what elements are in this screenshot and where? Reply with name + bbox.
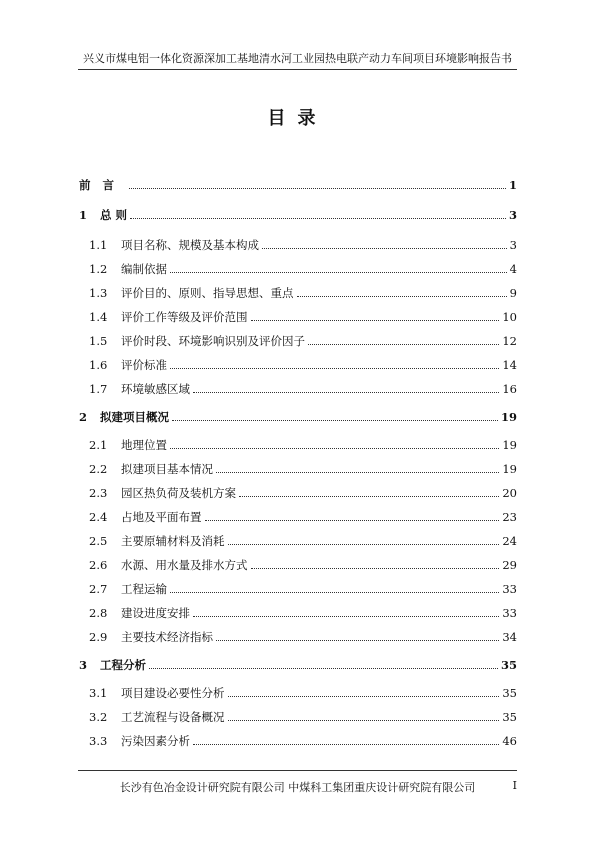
toc-entry-title: 工艺流程与设备概况	[121, 710, 225, 724]
toc-entry-page: 20	[502, 486, 517, 500]
toc-entry-page: 10	[502, 310, 517, 324]
footer-page-number: I	[512, 779, 517, 792]
toc-entry-title: 占地及平面布置	[121, 510, 202, 524]
toc-entry-page: 35	[500, 658, 517, 672]
toc-dot-leader	[170, 591, 499, 593]
toc-entry-page: 3	[508, 208, 517, 222]
toc-entry-page: 19	[502, 438, 517, 452]
toc-entry-page: 46	[502, 734, 517, 748]
toc-dot-leader	[228, 543, 500, 545]
toc-entry-title: 总 则	[100, 208, 128, 222]
toc-entry-title: 工程运输	[121, 582, 167, 596]
toc-entry[interactable]	[79, 258, 517, 276]
toc-entry[interactable]	[79, 626, 517, 644]
running-footer	[78, 770, 517, 794]
toc-entry-page: 3	[509, 238, 517, 252]
toc-entry-page: 34	[502, 630, 517, 644]
toc-entry-title: 评价标准	[121, 358, 167, 372]
toc-entry[interactable]	[79, 706, 517, 724]
toc-entry-title: 工程分析	[100, 658, 146, 672]
toc-entry[interactable]	[79, 506, 517, 524]
toc-entry-page: 29	[502, 558, 517, 572]
toc-entry[interactable]	[79, 354, 517, 372]
toc-entry[interactable]	[79, 174, 517, 192]
toc-entry-number: 1	[79, 208, 88, 222]
toc-entry[interactable]	[79, 406, 517, 424]
toc-entry-page: 19	[502, 462, 517, 476]
toc-entry-number: 2.8	[89, 606, 108, 620]
toc-entry-page: 24	[502, 534, 517, 548]
toc-entry-page: 1	[508, 178, 517, 192]
toc-dot-leader	[228, 719, 500, 721]
toc-entry-number: 3.2	[89, 710, 108, 724]
toc-dot-leader	[239, 495, 499, 497]
toc-entry-page: 19	[500, 410, 517, 424]
toc-entry[interactable]	[79, 282, 517, 300]
toc-entry-number: 2.7	[89, 582, 108, 596]
toc-entry-title: 地理位置	[121, 438, 167, 452]
toc-dot-leader	[216, 639, 499, 641]
toc-entry-title: 园区热负荷及装机方案	[121, 486, 236, 500]
toc-entry-number: 3	[79, 658, 88, 672]
toc-entry-page: 4	[509, 262, 517, 276]
toc-entry-number: 2.1	[89, 438, 108, 452]
toc-entry-page: 33	[502, 606, 517, 620]
toc-dot-leader	[216, 471, 499, 473]
toc-entry[interactable]	[79, 554, 517, 572]
toc-entry-number: 1.6	[89, 358, 108, 372]
toc-entry-number: 2.9	[89, 630, 108, 644]
toc-dot-leader	[170, 367, 499, 369]
toc-entry-number: 1.4	[89, 310, 108, 324]
toc-entry-number: 2.4	[89, 510, 108, 524]
toc-entry-number: 2.2	[89, 462, 108, 476]
toc-dot-leader	[262, 247, 507, 249]
toc-entry-page: 9	[509, 286, 517, 300]
toc-dot-leader	[308, 343, 499, 345]
toc-entry[interactable]	[79, 482, 517, 500]
toc-dot-leader	[193, 391, 499, 393]
toc-entry[interactable]	[79, 682, 517, 700]
toc-entry-title: 拟建项目概况	[100, 410, 169, 424]
toc-entry-title: 评价时段、环境影响识别及评价因子	[121, 334, 305, 348]
toc-entry[interactable]	[79, 234, 517, 252]
toc-entry-title: 拟建项目基本情况	[121, 462, 213, 476]
toc-dot-leader	[251, 567, 500, 569]
toc-entry-title: 主要原辅材料及消耗	[121, 534, 225, 548]
toc-entry[interactable]	[79, 330, 517, 348]
toc-entry-title: 污染因素分析	[121, 734, 190, 748]
toc-entry-title: 主要技术经济指标	[121, 630, 213, 644]
toc-entry-title: 前言	[79, 178, 126, 192]
toc-entry-number: 3.3	[89, 734, 108, 748]
toc-entry-number: 2.3	[89, 486, 108, 500]
toc-entry[interactable]	[79, 458, 517, 476]
toc-entry-page: 33	[502, 582, 517, 596]
toc-dot-leader	[170, 271, 507, 273]
toc-entry-number: 3.1	[89, 686, 108, 700]
toc-entry-number: 1.7	[89, 382, 108, 396]
toc-entry[interactable]	[79, 434, 517, 452]
toc-entry-page: 23	[502, 510, 517, 524]
toc-dot-leader	[170, 447, 499, 449]
toc-entry[interactable]	[79, 306, 517, 324]
toc-entry[interactable]	[79, 602, 517, 620]
toc-entry-page: 35	[502, 686, 517, 700]
header-text: 兴义市煤电铝一体化资源深加工基地清水河工业园热电联产动力车间项目环境影响报告书	[83, 52, 512, 65]
toc-entry-number: 1.3	[89, 286, 108, 300]
toc-entry-title: 项目建设必要性分析	[121, 686, 225, 700]
toc-entry-number: 1.2	[89, 262, 108, 276]
page-title: 目录	[267, 108, 328, 129]
toc-entry[interactable]	[79, 730, 517, 748]
running-header	[78, 52, 517, 70]
toc-dot-leader	[297, 295, 507, 297]
toc-entry-number: 1.1	[89, 238, 108, 252]
toc-entry-page: 14	[502, 358, 517, 372]
toc-dot-leader	[205, 519, 500, 521]
toc-entry-page: 16	[502, 382, 517, 396]
toc-entry-title: 环境敏感区域	[121, 382, 190, 396]
toc-entry[interactable]	[79, 204, 517, 222]
toc-dot-leader	[130, 217, 506, 219]
toc-entry-title: 项目名称、规模及基本构成	[121, 238, 259, 252]
toc-entry-title: 编制依据	[121, 262, 167, 276]
toc-entry[interactable]	[79, 578, 517, 596]
toc-dot-leader	[193, 743, 499, 745]
toc-dot-leader	[129, 187, 506, 189]
toc-entry-number: 2.5	[89, 534, 108, 548]
toc-dot-leader	[251, 319, 500, 321]
footer-text: 长沙有色冶金设计研究院有限公司 中煤科工集团重庆设计研究院有限公司	[119, 781, 476, 794]
toc-entry-title: 评价工作等级及评价范围	[121, 310, 248, 324]
toc-entry-title: 评价目的、原则、指导思想、重点	[121, 286, 294, 300]
toc-entry-title: 水源、用水量及排水方式	[121, 558, 248, 572]
toc-entry-number: 2.6	[89, 558, 108, 572]
toc-dot-leader	[172, 419, 498, 421]
toc-dot-leader	[149, 667, 498, 669]
toc-dot-leader	[228, 695, 500, 697]
toc-entry-number: 2	[79, 410, 88, 424]
toc-entry[interactable]	[79, 654, 517, 672]
toc-entry-page: 35	[502, 710, 517, 724]
toc-entry[interactable]	[79, 378, 517, 396]
toc-entry-title: 建设进度安排	[121, 606, 190, 620]
toc-entry[interactable]	[79, 530, 517, 548]
toc-entry-number: 1.5	[89, 334, 108, 348]
toc-entry-page: 12	[502, 334, 517, 348]
toc-dot-leader	[193, 615, 499, 617]
